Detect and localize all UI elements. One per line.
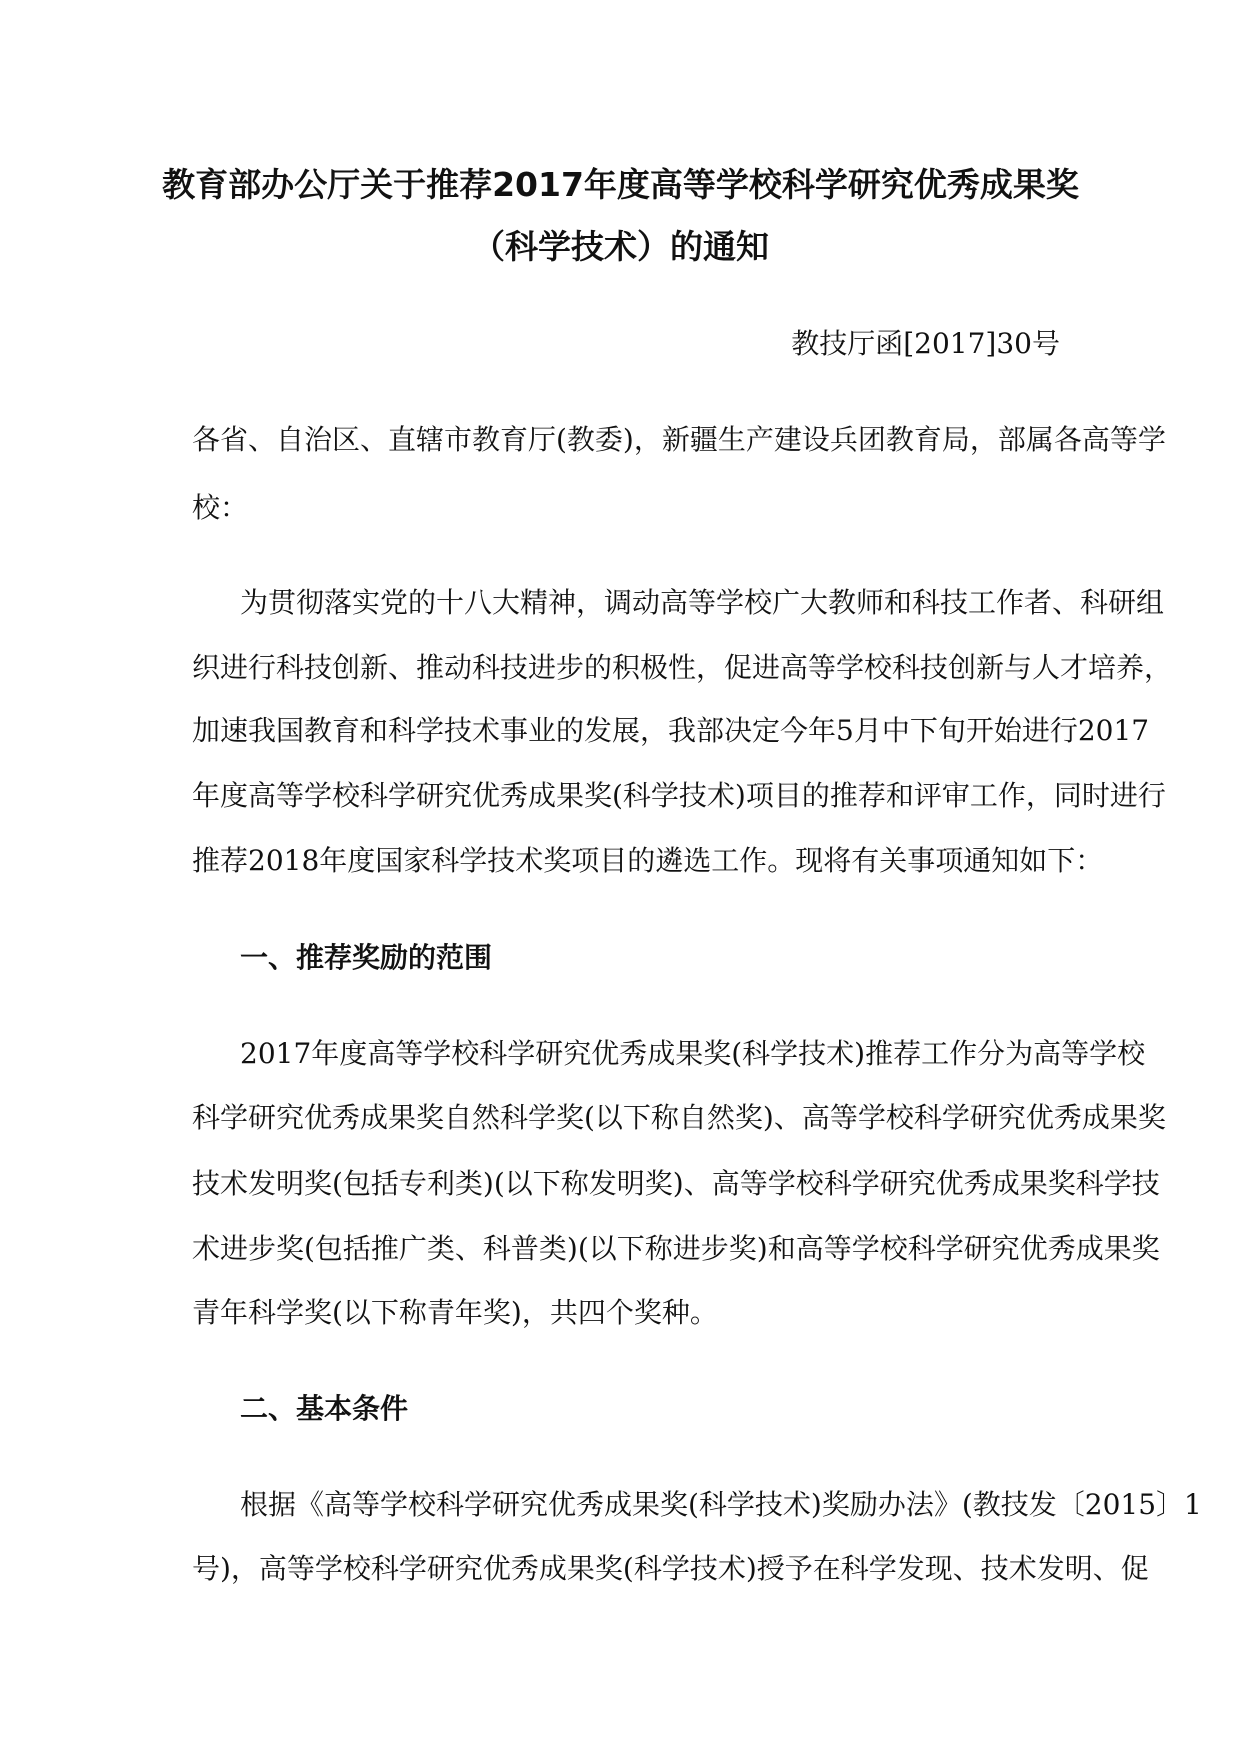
paragraph-line: 技术发明奖(包括专利类)(以下称发明奖)、高等学校科学研究优秀成果奖科学技: [192, 1167, 1160, 1200]
addressee-line: 各省、自治区、直辖市教育厅(教委)，新疆生产建设兵团教育局，部属各高等学: [192, 423, 1166, 456]
paragraph-line: 青年科学奖(以下称青年奖)，共四个奖种。: [192, 1296, 718, 1329]
paragraph-line: 术进步奖(包括推广类、科普类)(以下称进步奖)和高等学校科学研究优秀成果奖: [192, 1232, 1160, 1265]
addressee-line: 校：: [192, 491, 249, 524]
section-heading: 二、基本条件: [240, 1392, 409, 1425]
paragraph-line: 号)，高等学校科学研究优秀成果奖(科学技术)授予在科学发现、技术发明、促: [192, 1552, 1149, 1585]
paragraph-line: 为贯彻落实党的十八大精神，调动高等学校广大教师和科技工作者、科研组: [240, 586, 1165, 619]
paragraph-line: 年度高等学校科学研究优秀成果奖(科学技术)项目的推荐和评审工作，同时进行: [192, 779, 1166, 812]
paragraph-line: 2017年度高等学校科学研究优秀成果奖(科学技术)推荐工作分为高等学校: [240, 1037, 1146, 1070]
paragraph-line: 根据《高等学校科学研究优秀成果奖(科学技术)奖励办法》(教技发〔2015〕1: [240, 1488, 1202, 1521]
document-title-line-1: 教育部办公厅关于推荐2017年度高等学校科学研究优秀成果奖: [162, 165, 1079, 204]
document-title-line-2: （科学技术）的通知: [472, 227, 769, 266]
paragraph-line: 织进行科技创新、推动科技进步的积极性，促进高等学校科技创新与人才培养，: [192, 651, 1173, 684]
paragraph-line: 加速我国教育和科学技术事业的发展，我部决定今年5月中下旬开始进行2017: [192, 714, 1150, 747]
paragraph-line: 科学研究优秀成果奖自然科学奖(以下称自然奖)、高等学校科学研究优秀成果奖: [192, 1101, 1166, 1134]
paragraph-line: 推荐2018年度国家科学技术奖项目的遴选工作。现将有关事项通知如下：: [192, 844, 1104, 877]
section-heading: 一、推荐奖励的范围: [240, 941, 493, 974]
document-number: 教技厅函[2017]30号: [791, 327, 1060, 360]
